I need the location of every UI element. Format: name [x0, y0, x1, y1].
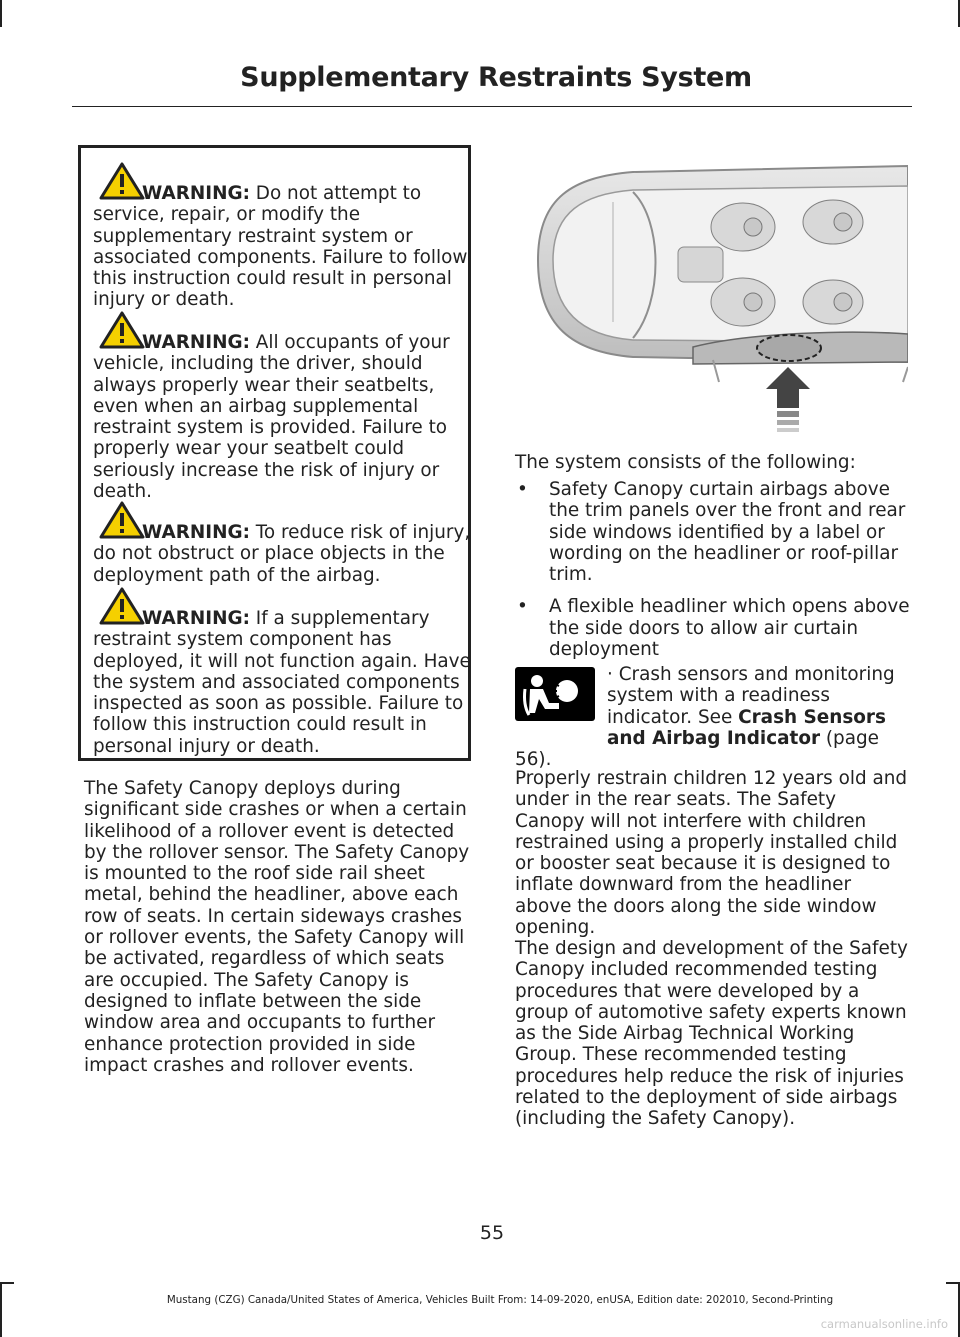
- warning-text: All occupants of your vehicle, including the driver, should always properly wear their seatbelts, even when an airbag supplemental restraint system is provided. Failure to properly wear your seatbelt could seriously increase the risk of injury or death.: [93, 332, 450, 503]
- warning-text: To reduce risk of injury, do not obstruct or place objects in the deployment path of the airbag.: [93, 522, 471, 586]
- crop-mark-bottom-left: [0, 1282, 2, 1337]
- warning-triangle-icon: [99, 311, 145, 349]
- component-list: [515, 479, 910, 671]
- page-number: 55: [479, 1222, 505, 1244]
- warning-label: WARNING:: [142, 332, 250, 353]
- warning-triangle-icon: [99, 162, 145, 200]
- testing-procedures-paragraph: The design and development of the Safety Canopy included recommended testing procedures that were developed by a group of automotive safety experts known as the Side Airbag Technical Working Group. These recommended testing procedures help reduce the risk of injuries related to the deployment of side airbags (including the Safety Canopy).: [515, 938, 908, 1130]
- warning-label: WARNING:: [142, 183, 250, 204]
- bullet-mark: •: [517, 479, 528, 500]
- crop-mark-bottom-left-h: [0, 1282, 14, 1284]
- warning-text: Do not attempt to service, repair, or modify the supplementary restraint system or associated components. Failure to follow this instruction could result in personal injury or death.: [93, 183, 468, 311]
- warning-text: If a supplementary restraint system component has deployed, it will not function again. Have the system and associated components inspected as soon as possible. Failure to follow this instruction could result in personal injury or death.: [93, 608, 471, 757]
- list-item-text: Safety Canopy curtain airbags above the trim panels over the front and rear side windows identified by a label or wording on the headliner or roof-pillar trim.: [549, 479, 906, 586]
- warning-3: [93, 522, 471, 586]
- indicator-text: · Crash sensors and monitoring system with a readiness indicator. See: [607, 664, 895, 728]
- page-title: Supplementary Restraints System: [240, 62, 752, 93]
- warning-triangle-icon: [99, 501, 145, 539]
- watermark: carmanualsonline.info: [820, 1317, 948, 1331]
- list-item: [515, 596, 910, 660]
- warning-4: [93, 608, 471, 757]
- title-rule: [72, 106, 912, 107]
- crop-mark-top-left: [0, 0, 2, 27]
- warning-triangle-icon: [99, 587, 145, 625]
- warning-2: [93, 332, 471, 502]
- safety-canopy-paragraph: The Safety Canopy deploys during significant side crashes or when a certain likelihood of a rollover event is detected by the rollover sensor. The Safety Canopy is mounted to the roof side rail sheet metal, behind the headliner, above each row of seats. In certain sideways crashes or rollover events, the Safety Canopy will be activated, regardless of which seats are occupied. The Safety Canopy is designed to inflate between the side window area and occupants to further enhance protection provided in side impact crashes and rollover events.: [84, 778, 470, 1076]
- vehicle-top-view-illustration: [513, 152, 908, 435]
- crash-sensors-link[interactable]: Crash Sensors and Airbag Indicator: [607, 706, 886, 749]
- system-intro: The system consists of the following:: [515, 452, 856, 473]
- warning-label: WARNING:: [142, 608, 250, 629]
- list-item: [515, 479, 910, 585]
- indicator-description: [515, 664, 907, 770]
- warning-1: [93, 183, 471, 311]
- crop-mark-bottom-right-h: [946, 1282, 960, 1284]
- children-restraint-paragraph: Properly restrain children 12 years old and under in the rear seats. The Safety Canopy will not interfere with children restrained using a properly installed child or booster seat because it is designed to inflate downward from the headliner above the doors along the side window opening.: [515, 768, 908, 939]
- bullet-mark: •: [517, 596, 528, 618]
- indicator-page-ref: (page 56).: [515, 727, 879, 771]
- list-item-text: A flexible headliner which opens above the side doors to allow air curtain deployment: [549, 596, 910, 661]
- footer-note: Mustang (CZG) Canada/United States of America, Vehicles Built From: 14-09-2020, enUSA, Edition date: 202010, Second-Printing: [166, 1294, 834, 1306]
- warning-box: [78, 145, 471, 761]
- warning-label: WARNING:: [142, 522, 250, 543]
